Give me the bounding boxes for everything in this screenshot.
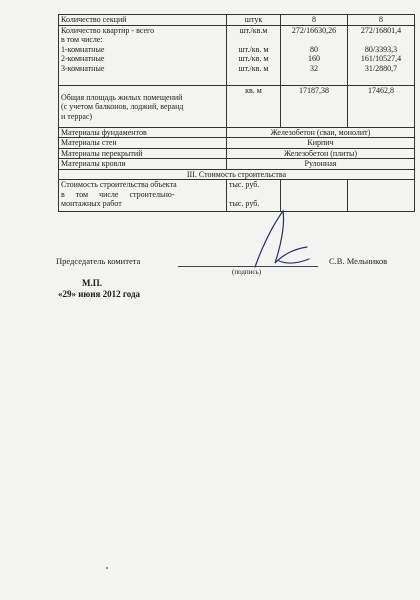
value-line: 80 <box>310 44 318 54</box>
table-row <box>59 159 415 170</box>
document-date: «29» июня 2012 года <box>58 289 141 299</box>
actual-value-cell: 8 <box>348 15 415 26</box>
row-label: Материалы стен <box>59 138 227 149</box>
section-header: III. Стоимость строительства <box>59 169 415 180</box>
table-row <box>59 15 415 26</box>
row-label: Материалы перекрытий <box>59 148 227 159</box>
table-row <box>59 127 415 138</box>
unit-line: шт./кв. м <box>238 44 269 54</box>
value-line: 80/3393,3 <box>364 44 398 54</box>
signature-caption: (подпись) <box>232 268 262 276</box>
handwritten-signature <box>245 205 315 275</box>
unit-line: шт./кв.м <box>239 25 268 35</box>
actual-value-cell: 17462,8 <box>348 85 415 127</box>
value-line: 272/16630,26 <box>291 25 337 35</box>
label-line: в том числе: <box>61 35 103 44</box>
table-row <box>59 85 415 127</box>
planned-value-cell: 17187,38 <box>281 85 348 127</box>
table-row <box>59 180 415 212</box>
unit-cell <box>227 25 281 85</box>
label-line: 1-комнатные <box>61 44 105 54</box>
row-label: Материалы фундаментов <box>59 127 227 138</box>
actual-value-cell <box>348 25 415 85</box>
unit-line <box>229 35 278 45</box>
object-characteristics-table <box>58 14 415 212</box>
unit-line <box>229 190 278 200</box>
label-line: (с учетом балконов, лоджий, веранд <box>61 102 184 111</box>
label-line: 2-комнатные <box>61 54 105 63</box>
table-row <box>59 169 415 180</box>
table-row <box>59 138 415 149</box>
signature-line <box>178 266 318 267</box>
label-line: 3-комнатные <box>61 63 105 73</box>
planned-value-cell: 8 <box>281 15 348 26</box>
unit-line: тыс. руб. <box>229 180 260 189</box>
scan-speck <box>106 567 108 569</box>
value-line <box>283 35 345 45</box>
row-label: Количество секций <box>59 15 227 26</box>
row-label <box>59 25 227 85</box>
merged-value-cell: Рулонная <box>227 159 415 170</box>
value-line: 31/2880,7 <box>364 63 398 73</box>
signatory-name: С.В. Мельников <box>329 256 388 266</box>
label-line: и террас) <box>61 111 93 121</box>
value-line: 32 <box>310 63 318 73</box>
merged-value-cell: Железобетон (плиты) <box>227 148 415 159</box>
planned-value-cell <box>281 25 348 85</box>
table-row <box>59 25 415 85</box>
value-line: 272/16801,4 <box>360 25 402 35</box>
row-label <box>59 180 227 212</box>
value-line <box>350 35 412 45</box>
unit-cell: штук <box>227 15 281 26</box>
unit-line: тыс. руб. <box>229 199 260 208</box>
row-label: Материалы кровли <box>59 159 227 170</box>
unit-line: шт./кв. м <box>238 63 269 73</box>
merged-value-cell: Железобетон (сваи, монолит) <box>227 127 415 138</box>
label-line: Общая площадь жилых помещений <box>61 92 183 102</box>
actual-value-cell <box>348 180 415 212</box>
label-line: Стоимость строительства объекта <box>61 180 177 189</box>
signatory-title: Председатель комитета <box>56 256 141 266</box>
label-line: в том числе строительно- <box>61 189 175 199</box>
merged-value-cell: Кирпич <box>227 138 415 149</box>
label-line: Количество квартир - всего <box>61 25 155 35</box>
row-label <box>59 85 227 127</box>
label-line: монтажных работ <box>61 199 122 208</box>
value-line: 160 <box>308 54 320 63</box>
value-line: 161/10527,4 <box>360 54 402 63</box>
unit-line: шт./кв. м <box>238 54 269 63</box>
stamp-place-label: М.П. <box>82 278 102 288</box>
unit-cell: кв. м <box>227 85 281 127</box>
table-row <box>59 148 415 159</box>
